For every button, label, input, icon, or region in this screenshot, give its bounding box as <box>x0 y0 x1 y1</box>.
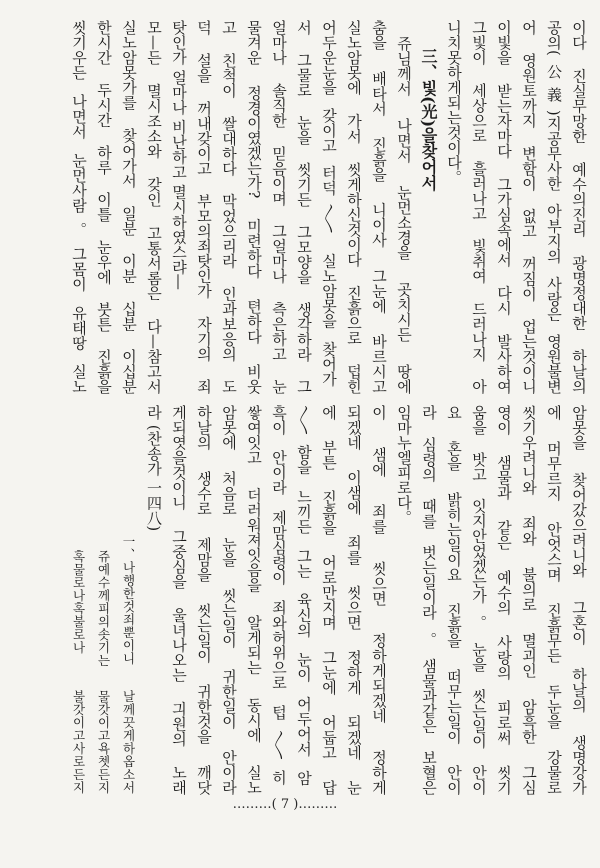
text-column: 암못을 찾어갔으려니와 그혼이 하날의 생명강가 <box>570 405 588 795</box>
hymn-line-second: 날께끗게하옵소서 <box>121 690 136 794</box>
text-column: 그빛이 세상으로 흘러나고 빛취여 드러나지 아 <box>470 20 488 394</box>
hymn-reference: 라 (찬송가 一四八) <box>145 405 163 532</box>
text-column: 한시간 두시간 하루 이틀 눈우에 붓튼 진흙을 <box>95 20 113 394</box>
text-column: 움을 밧고 잇지안었겠는가。눈을 씻는일이 안이 <box>470 405 488 795</box>
lower-text-block <box>66 405 591 795</box>
text-column: 영이 샘물과 같은 예수의 사랑의 피로써 씻기 <box>495 405 513 795</box>
text-column: 임마누엘피로다。 <box>395 405 413 525</box>
hymn-line <box>116 405 141 795</box>
text-column: 고 친척이 쌀대하다 막었으리라 인과보응의 도 <box>220 20 238 394</box>
hymn-line-first: 쥬예수께피의솟기는 <box>96 550 111 667</box>
text-column: 서 그물로 눈을 씻기든 그모양을 생각하라 그 <box>295 20 313 394</box>
text-column: 어두운눈을 갖이고 터덕〳〵 실노암못을 찾어가 <box>320 20 338 387</box>
hymn-line-first: 혹물로나혹불로나 <box>71 550 86 654</box>
text-column: 모—든 멸시조소와 갖인 고통서롬은 다—참고서 <box>145 20 163 394</box>
text-column: 라 심령의 때를 벗는일이라。샘물과같은 보혈은 <box>420 405 438 795</box>
hymn-line <box>66 405 91 795</box>
section-heading: 三、빛(光)을찾어서 <box>419 48 438 192</box>
text-column: 에 머무르지 안엇스며 진흙무든 두눈을 강물로 <box>545 405 563 795</box>
text-column: 실노암못가를 찾어가서 일분 이분 십분 이십분 <box>120 20 138 394</box>
upper-text-block <box>66 20 591 394</box>
text-column: 니치못하게되는것이다。 <box>445 20 463 185</box>
text-column: 이다 진실무망한 예수의진리 광명정대한 하날의 <box>570 20 588 394</box>
hymn-line-second: 물갓이고욕쳇든지 <box>96 690 111 794</box>
hymn-line <box>91 405 116 795</box>
text-column: 쥬님께서 나면서 눈먼소경을 곳치시든 땅에 <box>395 36 413 394</box>
text-column: 어 영원토까지 변함이 없고 꺼짐이 업는것이니 <box>520 20 538 394</box>
text-column: 씻기우든 나면서 눈먼사람。그몸이 유태땅 실노 <box>70 20 88 394</box>
text-column: 덕 설을 꺼내갖이고 부모의죄탓인가 자기의 죄 <box>195 20 213 394</box>
text-column: 얼마나 솔직한 믿음이며 그얼마나 측은하고 눈 <box>270 20 288 394</box>
text-column: 이 샘에 죄를 씻으면 정하게되겠네 정하게 <box>370 405 388 795</box>
text-column: 이빛을 받는자마다 그가심속에서 다시 발사하여 <box>495 20 513 394</box>
text-column: 탓인가 얼마나 비난하고 멸시하였스랴― <box>170 20 188 290</box>
page-number: ………( 7 )……… <box>232 797 338 812</box>
text-column: 물겨운 정경이였겠는가? 미련하다 텬하다 비웃 <box>245 20 263 394</box>
text-column: 쌓여잇고 더러워져잇음을 알게되는 동시에 실노 <box>245 405 263 795</box>
text-column: 암못에 처음로 눈을 씻는일이 귀한일이 안이라 <box>220 405 238 795</box>
hymn-line-first: 一、나행한것죄뿐이니 <box>121 535 136 665</box>
text-column: 공의(公義)지공무사한 아부지의 사랑은 영원불변 <box>545 20 563 394</box>
text-column: 요 혼을 밝히는일이요 진흙을 떠무는일이 안이 <box>445 405 463 795</box>
text-column: 씻기우려니와 죄와 불의로 멸괴인 암흑한 그심 <box>520 405 538 795</box>
text-column: 춤을 배타서 진흙을 니이사 그눈에 바르시고 <box>370 20 388 394</box>
text-column: 하날의 생수로 제맘을 씻는일이 귀한것을 깨닷 <box>195 405 213 795</box>
text-column: 실노암못에 가서 씻게하신것이다 진흙으로 덥힌 <box>345 20 363 394</box>
text-column: 되겠네 이샘에 죄를 씻으면 정하게 되겠네 눈 <box>345 405 363 795</box>
text-column: 〳〵함을 느끼든 그는 육신의 눈이 어두어서 암 <box>295 405 313 786</box>
text-column: 에 부튼 진흙을 어로만지며 그눈에 어둡고 답 <box>320 405 338 795</box>
hymn-line-second: 불갓이고사로든지 <box>71 690 86 794</box>
text-column: 게되엿을것이니 그중심을 울녀나오는 긔원의 노래 <box>170 405 188 795</box>
text-column: 흑이 안이라 제맘심령이 죄와허위으로 텁〳〵히 <box>270 405 288 785</box>
